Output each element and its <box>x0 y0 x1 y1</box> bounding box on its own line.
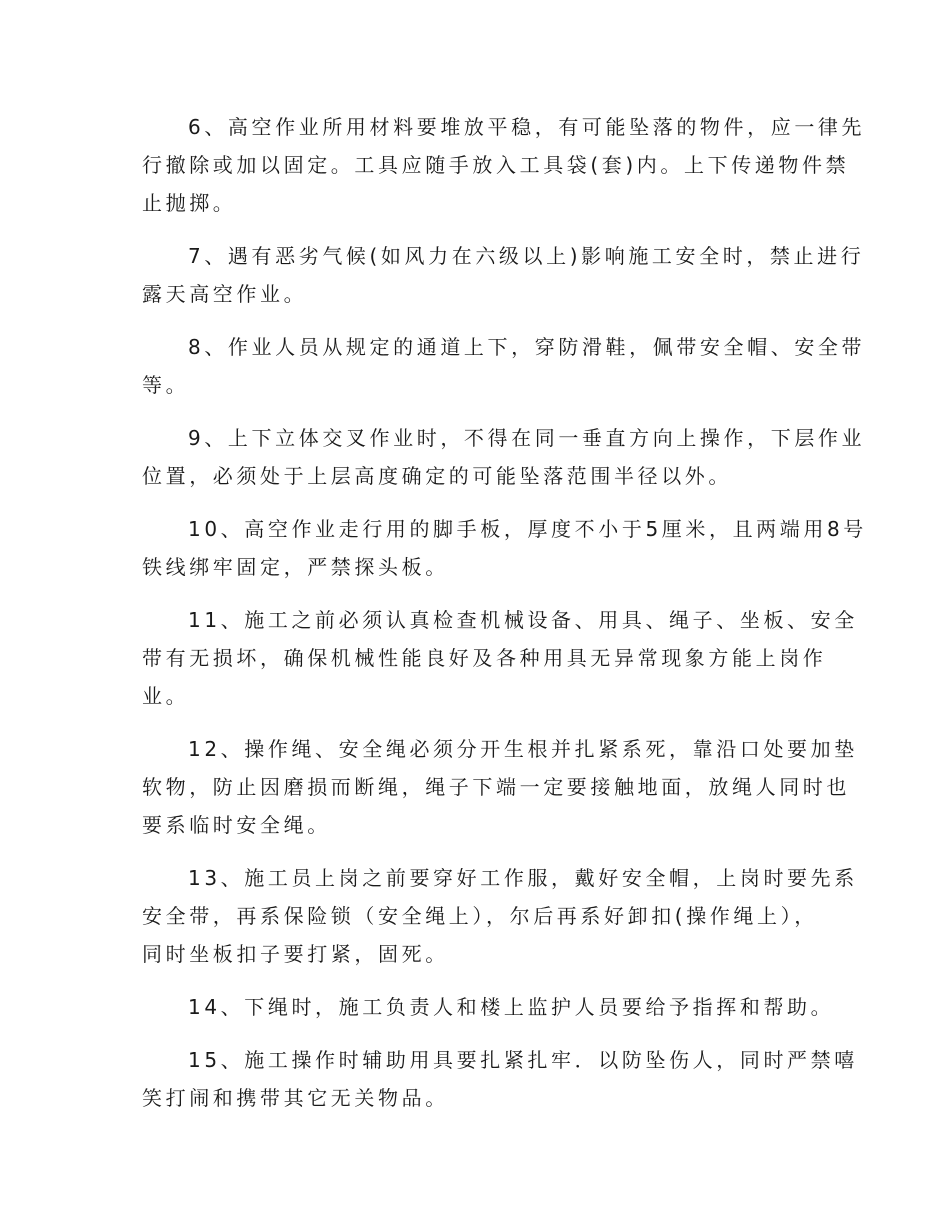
text-line: 软物，防止因磨损而断绳，绳子下端一定要接触地面，放绳人同时也 <box>142 775 850 799</box>
text-line: 15、施工操作时辅助用具要扎紧扎牢．以防坠伤人，同时严禁嘻 <box>188 1048 858 1072</box>
rule-item-8 <box>142 328 866 404</box>
text-line: 8、作业人员从规定的通道上下，穿防滑鞋，佩带安全帽、安全带 <box>188 335 866 359</box>
rule-item-11 <box>142 601 858 715</box>
document-body <box>142 108 867 1132</box>
rule-item-15 <box>142 1041 858 1117</box>
text-line: 14、下绳时，施工负责人和楼上监护人员要给予指挥和帮助。 <box>188 995 835 1019</box>
text-line: 露天高空作业。 <box>142 282 308 306</box>
rule-item-6 <box>142 108 866 222</box>
text-line: 安全带，再系保险锁（安全绳上），尔后再系好卸扣(操作绳上）， <box>142 904 818 928</box>
text-line: 笑打闹和携带其它无关物品。 <box>142 1086 449 1110</box>
rule-item-7 <box>142 237 865 313</box>
rule-item-9 <box>142 419 866 495</box>
text-line: 位置，必须处于上层高度确定的可能坠落范围半径以外。 <box>142 464 732 488</box>
text-line: 要系临时安全绳。 <box>142 813 331 837</box>
text-line: 6、高空作业所用材料要堆放平稳，有可能坠落的物件，应一律先 <box>188 115 866 139</box>
rule-item-12 <box>142 730 858 844</box>
rule-item-13 <box>142 859 858 973</box>
text-line: 铁线绑牢固定，严禁探头板。 <box>142 555 449 579</box>
text-line: 11、施工之前必须认真检查机械设备、用具、绳子、坐板、安全 <box>188 608 858 632</box>
text-line: 7、遇有恶劣气候(如风力在六级以上)影响施工安全时，禁止进行 <box>188 244 865 268</box>
text-line: 带有无损坏，确保机械性能良好及各种用具无异常现象方能上岗作 <box>142 646 827 670</box>
text-line: 13、施工员上岗之前要穿好工作服，戴好安全帽，上岗时要先系 <box>188 866 858 890</box>
text-line: 12、操作绳、安全绳必须分开生根并扎紧系死，靠沿口处要加垫 <box>188 737 858 761</box>
text-line: 业。 <box>142 684 190 708</box>
rule-item-10 <box>142 510 867 586</box>
text-line: 止抛掷。 <box>142 191 237 215</box>
text-line: 9、上下立体交叉作业时，不得在同一垂直方向上操作，下层作业 <box>188 426 866 450</box>
text-line: 行撤除或加以固定。工具应随手放入工具袋(套)内。上下传递物件禁 <box>142 153 850 177</box>
text-line: 10、高空作业走行用的脚手板，厚度不小于5厘米，且两端用8号 <box>188 517 867 541</box>
text-line: 等。 <box>142 373 190 397</box>
text-line: 同时坐板扣子要打紧，固死。 <box>142 942 449 966</box>
rule-item-14 <box>142 988 835 1026</box>
